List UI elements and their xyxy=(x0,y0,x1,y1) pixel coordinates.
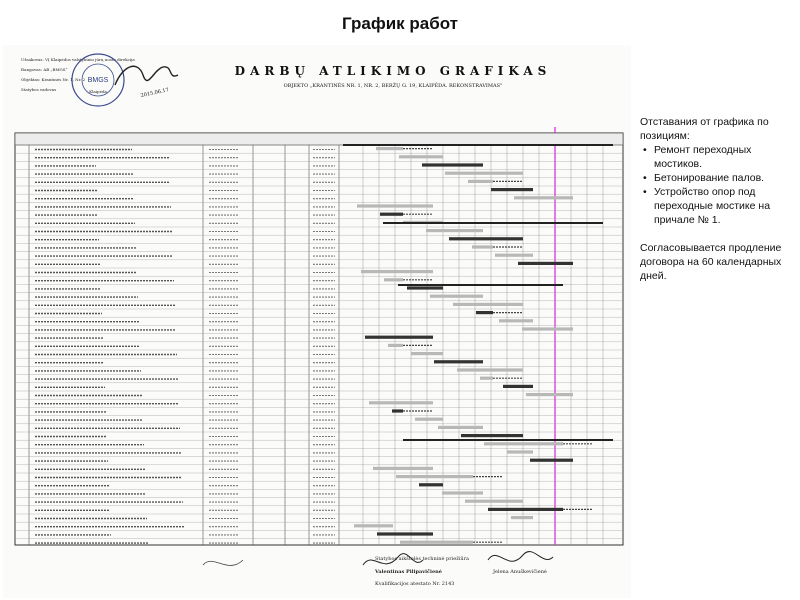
gantt-bar xyxy=(357,204,433,207)
gantt-bar xyxy=(526,393,573,396)
gantt-bar xyxy=(511,516,533,519)
gantt-bar xyxy=(442,491,483,494)
bottom-signature-2: Valentinas Pilipavičienė xyxy=(375,569,442,575)
delay-item: • Устройство опор под переходные мостике на причале № 1. xyxy=(654,185,795,227)
gantt-bar xyxy=(449,237,523,240)
gantt-bar xyxy=(457,368,523,371)
gantt-bar xyxy=(468,180,493,183)
gantt-bar xyxy=(361,270,433,273)
scanned-schedule-document xyxy=(3,45,631,598)
header-text-line: Statybos vadovas xyxy=(21,87,57,92)
gantt-bar xyxy=(411,352,443,355)
gantt-bar xyxy=(376,147,403,150)
gantt-bar xyxy=(380,213,403,216)
gantt-bar xyxy=(514,196,573,199)
delay-item: • Ремонт переходных мостиков. xyxy=(654,143,795,171)
gantt-bar xyxy=(396,475,473,478)
side-notes xyxy=(640,115,795,283)
gantt-bar xyxy=(465,500,523,503)
gantt-bar xyxy=(388,344,403,347)
gantt-bar xyxy=(407,286,443,289)
delay-item: • Бетонирование палов. xyxy=(654,171,795,185)
gantt-bar xyxy=(491,188,533,191)
gantt-bar xyxy=(434,360,483,363)
bottom-signature-3: Jelena Anuškevičienė xyxy=(493,569,547,575)
gantt-bar xyxy=(499,319,533,322)
gantt-bar xyxy=(415,418,443,421)
gantt-bar xyxy=(472,245,493,248)
gantt-bar xyxy=(488,508,563,511)
bottom-number: Kvalifikacijos atestato Nr. 2143 xyxy=(375,581,455,587)
gantt-bar xyxy=(377,532,433,535)
bottom-signature-1: Statybos aikštelės techninė priežiūra xyxy=(375,556,470,562)
stamp-text: BMGS xyxy=(87,77,109,84)
gantt-bar xyxy=(530,459,573,462)
header-text-line: Objektas: Krantinės Nr. 1, Nr. 2 xyxy=(21,77,86,82)
gantt-bar xyxy=(453,303,523,306)
gantt-bar xyxy=(399,155,443,158)
gantt-bar xyxy=(503,385,533,388)
side-paragraph: Согласовывается продление договора на 60 календарных дней. xyxy=(640,242,782,282)
gantt-bar xyxy=(476,311,493,314)
gantt-bar xyxy=(438,426,483,429)
gantt-bar xyxy=(445,172,523,175)
gantt-bar xyxy=(426,229,483,232)
gantt-bar xyxy=(384,278,403,281)
schedule-document-image xyxy=(3,45,631,598)
gantt-bar xyxy=(400,541,473,544)
gantt-bar xyxy=(369,401,433,404)
gantt-bar xyxy=(522,327,573,330)
gantt-bar xyxy=(365,336,433,339)
gantt-bar xyxy=(373,467,433,470)
gantt-bar xyxy=(422,163,483,166)
gantt-bar xyxy=(484,442,563,445)
gantt-bar xyxy=(495,254,533,257)
header-text-line: Rangovas: AB „BMGS“ xyxy=(21,67,68,72)
gantt-bar xyxy=(507,450,533,453)
gantt-bar xyxy=(430,295,483,298)
gantt-bar xyxy=(392,409,403,412)
signature-date: 2015.06.17 xyxy=(140,87,170,99)
document-subtitle: OBJEKTO „KRANTINĖS NR. 1, NR. 2, BERŽŲ G. 19, KLAIPĖDA. REKONSTRAVIMAS" xyxy=(283,83,503,89)
stamp-city: Klaipėda xyxy=(89,89,107,94)
gantt-bar xyxy=(354,524,393,527)
document-title: DARBŲ ATLIKIMO GRAFIKAS xyxy=(234,64,552,78)
table-header-band xyxy=(15,133,623,145)
slide-title: График работ xyxy=(341,14,458,33)
gantt-bar xyxy=(518,262,573,265)
header-text-line: Užsakovas: VĮ Klaipėdos valstybinio jūrų uosto direkcija xyxy=(21,57,135,62)
gantt-bar xyxy=(419,483,443,486)
side-intro: Отставания от графика по позициям: xyxy=(640,116,769,142)
delay-list xyxy=(640,143,795,227)
gantt-bar xyxy=(480,377,493,380)
gantt-bar xyxy=(461,434,523,437)
